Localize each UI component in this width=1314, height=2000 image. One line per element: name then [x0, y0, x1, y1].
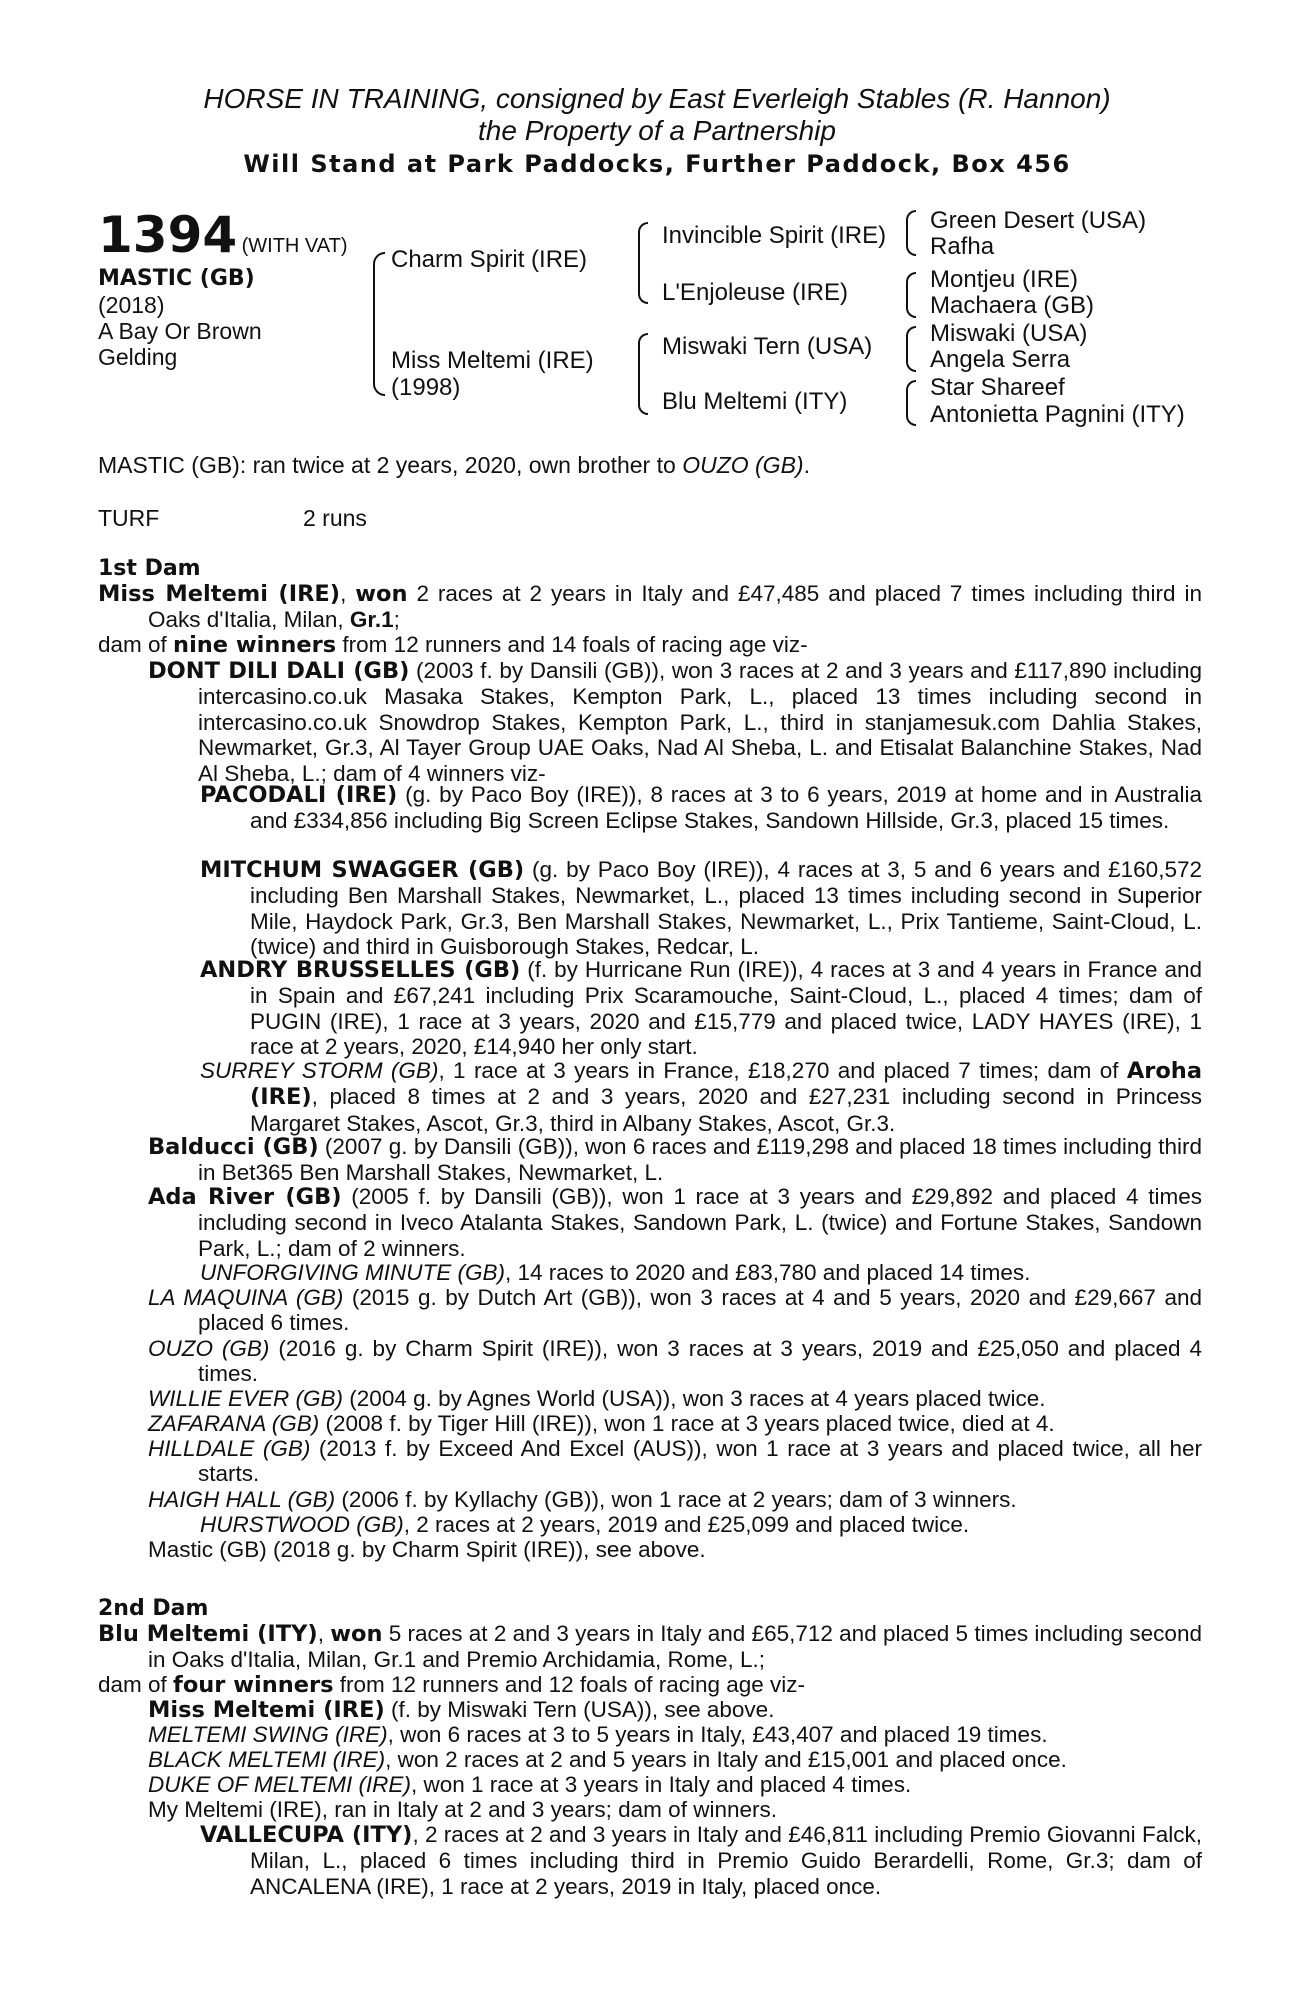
- produce-entry-3: [200, 857, 1202, 960]
- first-dam-produce-intro: [98, 632, 1202, 658]
- pedigree-ssd: Rafha: [930, 233, 995, 260]
- first-dam-won: won: [355, 581, 408, 607]
- produce-text-1: (2003 f. by Dansili (GB)), won 3 races at 2 and 3 years and £117,890 including intercasino.co.uk Masaka Stakes, Kempton Park, L., placed 13 times including second in intercasino.co.uk Snowdrop Stakes, Kempton Park, L., third in stanjamesuk.com Dahlia Stakes, Newmarket, Gr.3, Al Tayer Group UAE Oaks, Nad Al Sheba, L. and Etisalat Balanchine Stakes, Nad Al Sheba, L.; dam of 4 winners viz-: [198, 658, 1202, 786]
- lot-number: 1394: [98, 206, 238, 264]
- pedigree-dam-sire: Miswaki Tern (USA): [662, 333, 873, 360]
- dam2-of-detail: from 12 runners and 12 foals of racing age viz-: [333, 1672, 806, 1697]
- lot-block: [98, 207, 348, 263]
- dam2-produce-text-1: (f. by Miswaki Tern (USA)), see above.: [384, 1697, 775, 1722]
- dam2-of-count: four winners: [173, 1672, 334, 1698]
- produce-sub-5: Aroha (IRE): [250, 1058, 1202, 1111]
- second-dam-heading: 2nd Dam: [98, 1596, 209, 1621]
- header-line-3: Will Stand at Park Paddocks, Further Paddock, Box 456: [243, 150, 1071, 178]
- produce-name-12: ZAFARANA (GB): [148, 1411, 320, 1436]
- pedigree-bracket-ss: [906, 210, 916, 256]
- turf-label: TURF: [98, 505, 160, 531]
- produce-entry-1: [148, 658, 1202, 786]
- dam2-produce-text-4: , won 1 race at 3 years in Italy and placed 4 times.: [410, 1772, 912, 1797]
- produce-text-15: , 2 races at 2 years, 2019 and £25,099 and placed twice.: [403, 1512, 970, 1537]
- first-dam-grade: Gr.1: [349, 607, 394, 633]
- produce-entry-4: [200, 957, 1202, 1060]
- pedigree-dam-dam: Blu Meltemi (ITY): [662, 388, 848, 415]
- produce-entry-16: Mastic (GB) (2018 g. by Charm Spirit (IRE)), see above.: [148, 1537, 706, 1562]
- dam2-produce-2: [148, 1722, 1202, 1747]
- second-dam-entry: Blu Meltemi (ITY), won 5 races at 2 and 3 years in Italy and £65,712 and placed 5 times including second in Oaks d'Italia, Milan, Gr.1 and Premio Archidamia, Rome, L.;: [98, 1621, 1202, 1673]
- produce-text-3: (g. by Paco Boy (IRE)), 4 races at 3, 5 and 6 years and £160,572 including Ben Marshall Stakes, Newmarket, L., placed 13 times including second in Superior Mile, Haydock Park, Gr.3, Ben Marshall Stakes, Newmarket, L., Prix Tantieme, Saint-Cloud, L. (twice) and third in Guisborough Stakes, Redcar, L.: [250, 857, 1202, 960]
- produce-name-15: HURSTWOOD (GB): [200, 1512, 404, 1537]
- produce-text-13: (2013 f. by Exceed And Excel (AUS)), won 1 race at 3 years and placed twice, all her starts.: [198, 1436, 1202, 1487]
- header-line-2: the Property of a Partnership: [478, 115, 836, 146]
- summary-line: [98, 452, 810, 479]
- pedigree-bracket-sire: [638, 222, 648, 304]
- produce-name-3: MITCHUM SWAGGER (GB): [200, 857, 525, 883]
- dam2-produce-name-1: Miss Meltemi (IRE): [148, 1697, 385, 1723]
- produce-text-14: (2006 f. by Kyllachy (GB)), won 1 race at 2 years; dam of 3 winners.: [335, 1487, 1017, 1512]
- pedigree-sire-sire: Invincible Spirit (IRE): [662, 222, 887, 249]
- produce-text-6: (2007 g. by Dansili (GB)), won 6 races and £119,298 and placed 18 times including third in Bet365 Ben Marshall Stakes, Newmarket, L.: [198, 1134, 1202, 1186]
- dam2-produce-3: [148, 1747, 1202, 1772]
- second-dam-won: won: [330, 1621, 383, 1647]
- produce-entry-9: [148, 1285, 1202, 1336]
- pedigree-bracket-main: [373, 252, 385, 396]
- header-line-1: HORSE IN TRAINING, consigned by East Everleigh Stables (R. Hannon): [203, 83, 1111, 114]
- pedigree-dam: Miss Meltemi (IRE): [391, 347, 594, 374]
- pedigree-sire: Charm Spirit (IRE): [391, 246, 588, 273]
- horse-name: MASTIC (GB): [98, 266, 255, 291]
- dam2-produce-name-2: MELTEMI SWING (IRE): [148, 1722, 388, 1747]
- produce-entry-7: [148, 1184, 1202, 1261]
- first-dam-heading: 1st Dam: [98, 556, 201, 581]
- dam2-produce-text-2: , won 6 races at 3 to 5 years in Italy, £43,407 and placed 19 times.: [387, 1722, 1048, 1747]
- pedigree-bracket-ds: [906, 326, 916, 372]
- dam-of-count: nine winners: [173, 632, 337, 658]
- produce-name-11: WILLIE EVER (GB): [148, 1386, 344, 1411]
- produce-text-5: , 1 race at 3 years in France, £18,270 and placed 7 times; dam of: [438, 1058, 1127, 1083]
- produce-entry-15: [200, 1512, 1202, 1537]
- produce-entry-11: [148, 1386, 1202, 1411]
- produce-entry-13: [148, 1436, 1202, 1487]
- produce-name-14: HAIGH HALL (GB): [148, 1487, 336, 1512]
- produce-text-12: (2008 f. by Tiger Hill (IRE)), won 1 race at 3 years placed twice, died at 4.: [319, 1411, 1055, 1436]
- first-dam-end: ;: [393, 607, 400, 633]
- pedigree-dds: Star Shareef: [930, 374, 1065, 401]
- produce-name-13: HILLDALE (GB): [148, 1436, 311, 1461]
- dam-of-detail: from 12 runners and 14 foals of racing age viz-: [336, 632, 808, 657]
- pedigree-sds: Montjeu (IRE): [930, 266, 1079, 293]
- produce-entry-10: [148, 1336, 1202, 1387]
- second-dam-name: Blu Meltemi (ITY): [98, 1621, 318, 1647]
- second-dam-produce-intro: [98, 1672, 1202, 1698]
- horse-desc-2: Gelding: [98, 344, 178, 370]
- produce-name-1: DONT DILI DALI (GB): [148, 658, 410, 684]
- produce-entry-2: [200, 782, 1202, 834]
- produce-name-4: ANDRY BRUSSELLES (GB): [200, 957, 521, 983]
- second-dam-text: 5 races at 2 and 3 years in Italy and £65,712 and placed 5 times including second in Oaks d'Italia, Milan, Gr.1 and Premio Archidamia, Rome, L.;: [148, 1621, 1202, 1673]
- produce-text-4: (f. by Hurricane Run (IRE)), 4 races at 3 and 4 years in France and in Spain and £67,241 including Prix Scaramouche, Saint-Cloud, L., placed 4 times; dam of PUGIN (IRE), 1 race at 3 years, 2020 and £15,779 and placed twice, LADY HAYES (IRE), 1 race at 2 years, 2020, £14,940 her only start.: [250, 957, 1202, 1060]
- first-dam-name: Miss Meltemi (IRE): [98, 581, 341, 607]
- pedigree-bracket-sd: [906, 272, 916, 318]
- dam2-produce-1: [148, 1697, 1202, 1723]
- dam2-produce-text-3: , won 2 races at 2 and 5 years in Italy and £15,001 and placed once.: [385, 1747, 1067, 1772]
- produce-text-7: (2005 f. by Dansili (GB)), won 1 race at 3 years and £29,892 and placed 4 times including second in Iveco Atalanta Stakes, Sandown Park, L. (twice) and Fortune Stakes, Sandown Park, L.; dam of 2 winners.: [198, 1184, 1202, 1261]
- produce-name-10: OUZO (GB): [148, 1336, 270, 1361]
- dam2-of-label: dam of: [98, 1672, 174, 1697]
- horse-year: (2018): [98, 292, 165, 318]
- produce-entry-6: [148, 1134, 1202, 1186]
- pedigree-sss: Green Desert (USA): [930, 207, 1147, 234]
- produce-entry-14: [148, 1487, 1202, 1512]
- produce-name-8: UNFORGIVING MINUTE (GB): [200, 1260, 505, 1285]
- pedigree-sdd: Machaera (GB): [930, 292, 1095, 319]
- pedigree-bracket-dd: [906, 380, 916, 426]
- pedigree-bracket-dam: [638, 333, 648, 415]
- produce-entry-12: [148, 1411, 1202, 1436]
- dam2-produce-text-6: , 2 races at 2 and 3 years in Italy and £46,811 including Premio Giovanni Falck, Milan, L., placed 6 times including third in Premio Guido Berardelli, Rome, Gr.3; dam of ANCALENA (IRE), 1 race at 2 years, 2019 in Italy, placed once.: [250, 1822, 1202, 1899]
- summary-end: .: [803, 452, 810, 478]
- produce-text-9: (2015 g. by Dutch Art (GB)), won 3 races at 4 and 5 years, 2020 and £29,667 and placed 6 times.: [198, 1285, 1202, 1336]
- pedigree-dam-year: (1998): [391, 374, 461, 401]
- produce-text-11: (2004 g. by Agnes World (USA)), won 3 races at 4 years placed twice.: [343, 1386, 1046, 1411]
- produce-text-8: , 14 races to 2020 and £83,780 and placed 14 times.: [505, 1260, 1031, 1285]
- dam2-produce-6: [200, 1822, 1202, 1899]
- produce-name-7: Ada River (GB): [148, 1184, 342, 1210]
- dam2-produce-name-6: VALLECUPA (ITY): [200, 1822, 413, 1848]
- pedigree-ddd: Antonietta Pagnini (ITY): [930, 401, 1185, 428]
- summary-text: MASTIC (GB): ran twice at 2 years, 2020, own brother to: [98, 452, 683, 478]
- first-dam-entry: Miss Meltemi (IRE), won 2 races at 2 years in Italy and £47,485 and placed 7 times including third in Oaks d'Italia, Milan, Gr.1;: [98, 581, 1202, 633]
- summary-brother: OUZO (GB): [682, 452, 804, 478]
- dam2-produce-name-3: BLACK MELTEMI (IRE): [148, 1747, 386, 1772]
- produce-text-10: (2016 g. by Charm Spirit (IRE)), won 3 races at 3 years, 2019 and £25,050 and placed 4 times.: [198, 1336, 1202, 1387]
- first-dam-text: 2 races at 2 years in Italy and £47,485 and placed 7 times including third in Oaks d'Italia, Milan,: [148, 581, 1202, 633]
- produce-text-2: (g. by Paco Boy (IRE)), 8 races at 3 to 6 years, 2019 at home and in Australia and £334,856 including Big Screen Eclipse Stakes, Sandown Hillside, Gr.3, placed 15 times.: [250, 782, 1202, 834]
- turf-runs: 2 runs: [303, 505, 367, 531]
- dam2-produce-5: My Meltemi (IRE), ran in Italy at 2 and 3 years; dam of winners.: [148, 1797, 777, 1822]
- produce-name-6: Balducci (GB): [148, 1134, 319, 1160]
- produce-name-9: LA MAQUINA (GB): [148, 1285, 344, 1310]
- produce-text-5b: , placed 8 times at 2 and 3 years, 2020 and £27,231 including second in Princess Margaret Stakes, Ascot, Gr.3, third in Albany Stakes, Ascot, Gr.3.: [250, 1084, 1202, 1136]
- produce-name-2: PACODALI (IRE): [200, 782, 398, 808]
- pedigree-sire-dam: L'Enjoleuse (IRE): [662, 279, 848, 306]
- produce-name-5: SURREY STORM (GB): [200, 1058, 439, 1083]
- dam2-produce-name-4: DUKE OF MELTEMI (IRE): [148, 1772, 411, 1797]
- pedigree-dsd: Angela Serra: [930, 346, 1071, 373]
- lot-vat: (WITH VAT): [241, 235, 348, 257]
- dam-of-label: dam of: [98, 632, 174, 657]
- dam2-produce-4: [148, 1772, 1202, 1797]
- produce-entry-8: [200, 1260, 1202, 1285]
- produce-entry-5: [200, 1058, 1202, 1136]
- horse-desc-1: A Bay Or Brown: [98, 318, 262, 344]
- pedigree-dss: Miswaki (USA): [930, 320, 1088, 347]
